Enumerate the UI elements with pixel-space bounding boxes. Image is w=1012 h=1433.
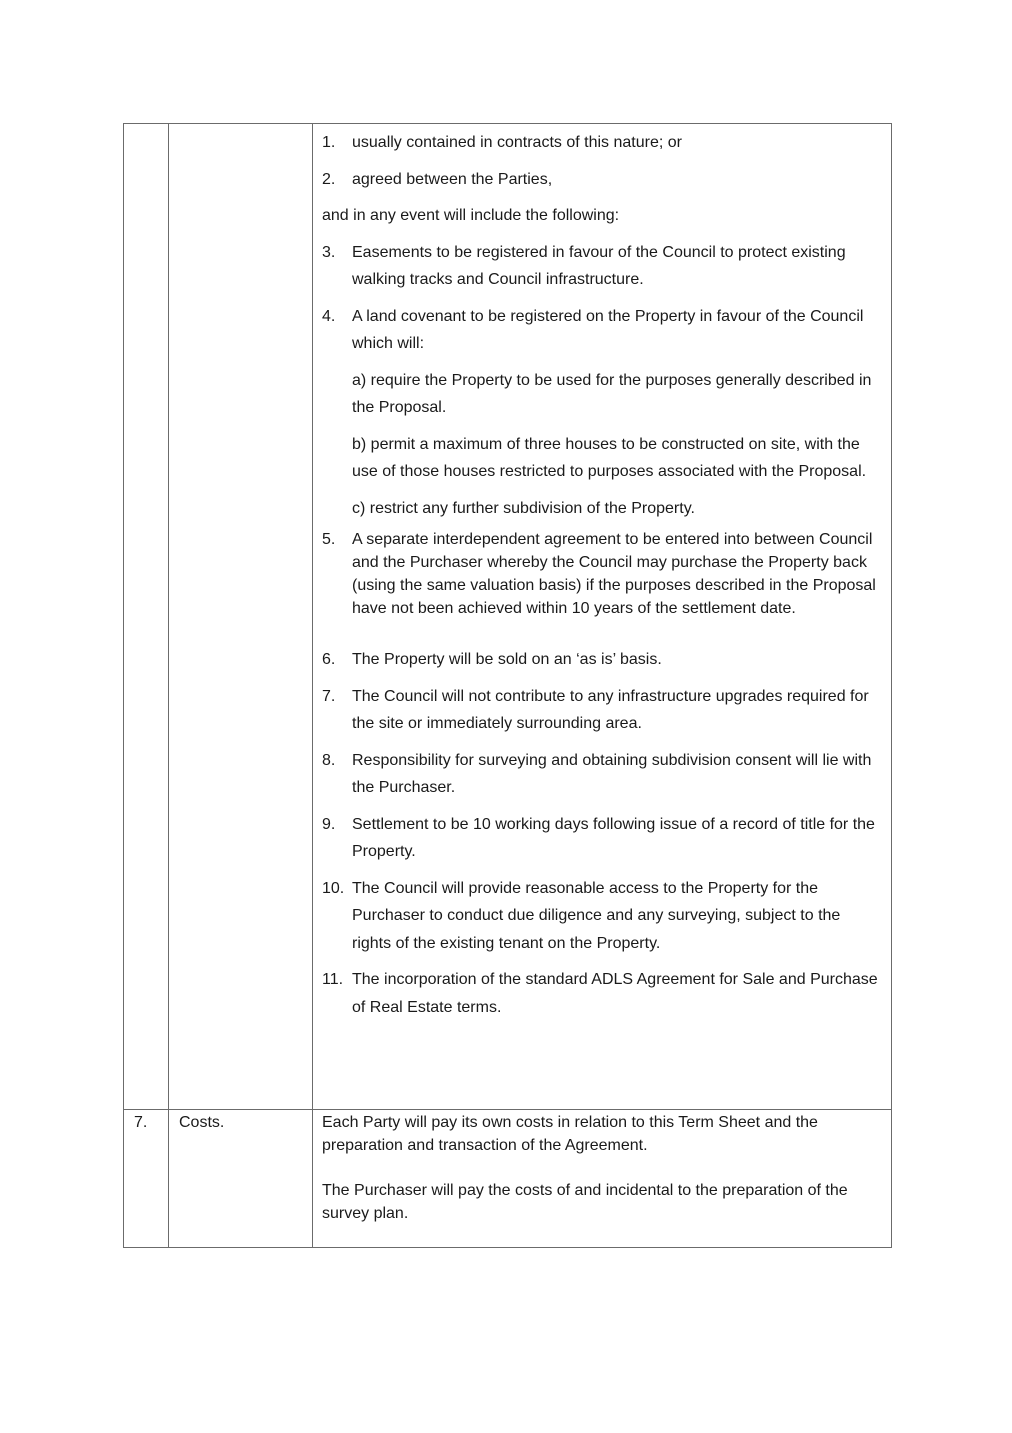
list-text: A land covenant to be registered on the Property in favour of the Council which will: — [352, 307, 864, 352]
list-number: 1. — [322, 134, 336, 151]
list-text: agreed between the Parties, — [352, 170, 553, 188]
sub-item: b) permit a maximum of three houses to be constructed on site, with the use of those houses restricted to purposes associated with the Proposal. — [352, 435, 867, 480]
list-item — [322, 811, 881, 866]
list-number: 10. — [322, 879, 345, 897]
list-text: The Council will not contribute to any infrastructure upgrades required for the site or immediately surrounding area. — [352, 687, 869, 732]
row-number-cell — [124, 124, 169, 1110]
list-item — [322, 166, 881, 194]
list-text: Responsibility for surveying and obtaining subdivision consent will lie with the Purchaser. — [352, 751, 872, 796]
row-content-cell — [313, 1110, 892, 1248]
list-number: 11. — [322, 971, 344, 988]
sub-item: c) restrict any further subdivision of the Property. — [352, 499, 695, 517]
list-text: A separate interdependent agreement to be entered into between Council and the Purchaser whereby the Council may purchase the Property back (using the same valuation basis) if the purposes described in the Proposal have not been achieved within 10 years of the settlement date. — [352, 531, 876, 617]
costs-paragraph: The Purchaser will pay the costs of and incidental to the preparation of the survey plan. — [322, 1182, 848, 1222]
list-number: 9. — [322, 815, 336, 833]
list-text: usually contained in contracts of this nature; or — [352, 134, 682, 151]
table-row — [124, 124, 892, 1110]
list-item — [322, 683, 881, 738]
table-row — [124, 1110, 892, 1248]
row-label-cell — [169, 124, 313, 1110]
row-label-cell: Costs. — [169, 1110, 313, 1248]
intro-paragraph: and in any event will include the following: — [322, 207, 620, 224]
list-item — [322, 129, 881, 157]
list-item — [322, 528, 881, 620]
row-number-cell: 7. — [124, 1110, 169, 1248]
list-text: Settlement to be 10 working days following issue of a record of title for the Property. — [352, 815, 875, 860]
list-item — [322, 303, 881, 358]
list-item — [322, 966, 881, 1021]
list-number: 7. — [322, 687, 336, 705]
list-number: 2. — [322, 170, 336, 188]
list-number: 6. — [322, 651, 336, 668]
list-item — [322, 646, 881, 674]
list-text: The Property will be sold on an ‘as is’ basis. — [352, 651, 662, 668]
sub-item: a) require the Property to be used for the purposes generally described in the Proposal. — [352, 371, 872, 416]
list-text: The Council will provide reasonable access to the Property for the Purchaser to conduct due diligence and any surveying, subject to the rights of the existing tenant on the Property. — [352, 879, 841, 952]
list-number: 5. — [322, 531, 336, 548]
list-number: 3. — [322, 243, 336, 261]
list-text: The incorporation of the standard ADLS Agreement for Sale and Purchase of Real Estate terms. — [352, 971, 878, 1016]
row-content-cell — [313, 124, 892, 1110]
term-sheet-table — [123, 123, 892, 1248]
list-number: 8. — [322, 751, 336, 769]
costs-paragraph: Each Party will pay its own costs in relation to this Term Sheet and the preparation and transaction of the Agreement. — [322, 1114, 818, 1154]
list-text: Easements to be registered in favour of the Council to protect existing walking tracks and Council infrastructure. — [352, 243, 846, 288]
list-item — [322, 747, 881, 802]
list-number: 4. — [322, 307, 336, 325]
list-item — [322, 239, 881, 294]
list-item — [322, 875, 881, 958]
